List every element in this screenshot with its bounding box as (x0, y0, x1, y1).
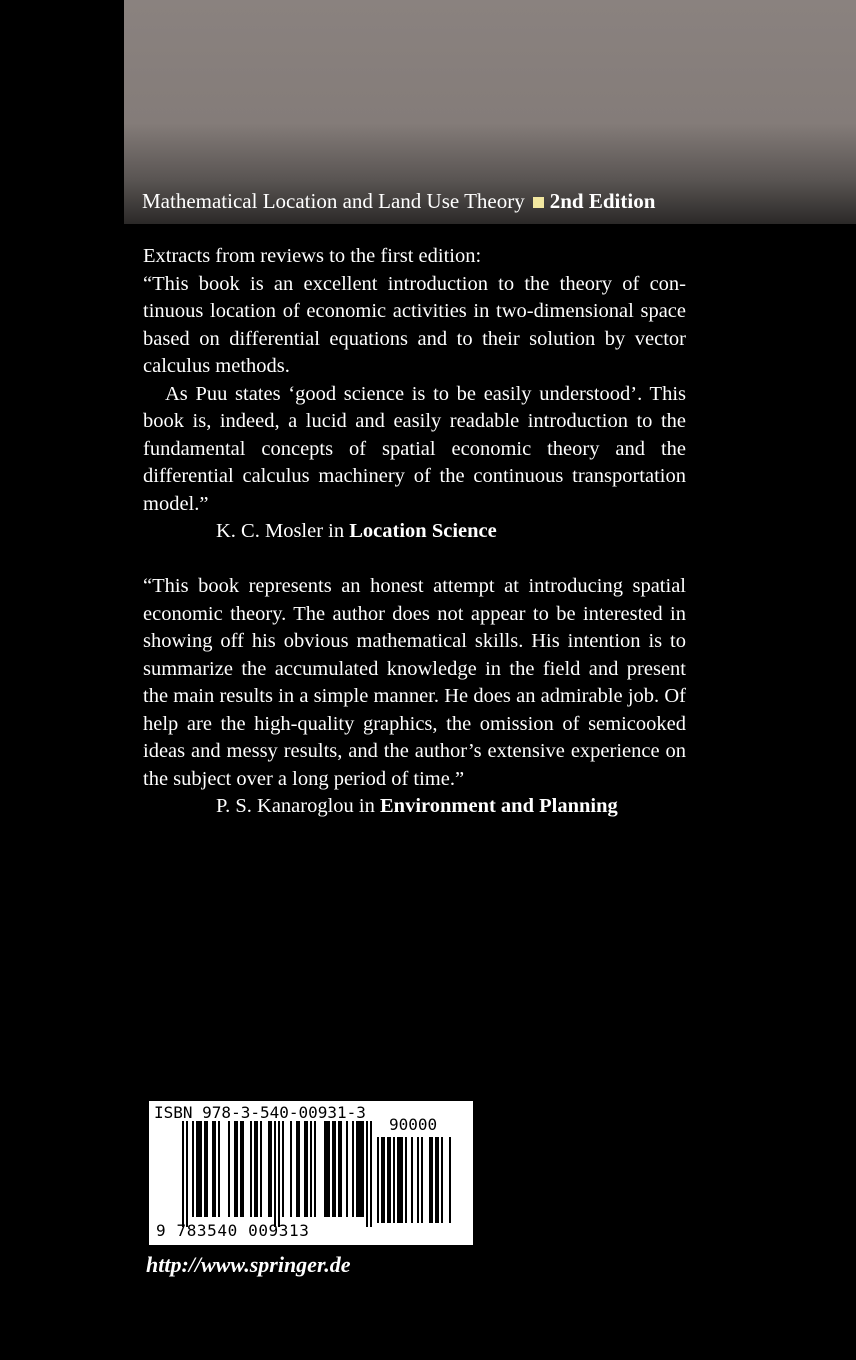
barcode-addon-bar (381, 1137, 385, 1223)
review-gap (143, 546, 686, 574)
review2-attribution (143, 793, 686, 821)
barcode-bar (234, 1121, 238, 1217)
barcode-addon-bar (387, 1137, 391, 1223)
barcode-bar (290, 1121, 292, 1217)
review1-paragraph1: “This book is an excellent introduction to the theory of continuous location of economic activities in two-dimensional space based on differential equations and to their solution by vector calculus methods. (143, 272, 686, 377)
ean-digits: 9 783540 009313 (156, 1221, 310, 1240)
barcode-bar (366, 1121, 368, 1227)
barcode-bar (182, 1121, 184, 1227)
review1-attribution (143, 518, 686, 546)
series-title: Mathematical Location and Land Use Theory (142, 189, 525, 213)
barcode-addon-bar (435, 1137, 439, 1223)
isbn-label: ISBN 978-3-540-00931-3 (154, 1103, 366, 1122)
review1-author: K. C. Mosler in (216, 520, 345, 542)
barcode-bar (250, 1121, 252, 1217)
barcode-bar (260, 1121, 262, 1217)
barcode-bar (338, 1121, 342, 1217)
barcode-bar (278, 1121, 280, 1227)
square-bullet-icon (533, 197, 544, 208)
barcode-bar (296, 1121, 300, 1217)
barcode-addon-bar (411, 1137, 413, 1223)
barcode-bar (324, 1121, 330, 1217)
series-line (142, 186, 702, 216)
price-code: 90000 (389, 1115, 438, 1134)
barcode-bar (254, 1121, 258, 1217)
barcode-addon-bar (429, 1137, 433, 1223)
barcode-addon-bar (397, 1137, 403, 1223)
isbn-barcode (149, 1101, 473, 1245)
barcode-bar (204, 1121, 208, 1217)
barcode-bar (240, 1121, 244, 1217)
barcode-bar (212, 1121, 216, 1217)
barcode-addon-bar (393, 1137, 395, 1223)
barcode-bar (192, 1121, 194, 1217)
barcode-bar (352, 1121, 354, 1217)
barcode-bar (268, 1121, 272, 1217)
barcode-addon-bar (377, 1137, 379, 1223)
barcode-addon-bar (441, 1137, 443, 1223)
review2-author: P. S. Kanaroglou in (216, 795, 375, 817)
barcode-addon-bar (449, 1137, 451, 1223)
review2-source: Environment and Planning (380, 795, 618, 817)
review1-source: Location Science (349, 520, 497, 542)
barcode-bar (186, 1121, 188, 1227)
series-edition: 2nd Edition (549, 189, 656, 213)
barcode-bar (218, 1121, 220, 1217)
barcode-bar (304, 1121, 308, 1217)
barcode-bar (196, 1121, 202, 1217)
publisher-url: http://www.springer.de (146, 1252, 351, 1277)
review2-paragraph1: “This book represents an honest attempt at introducing spatial economic theory. The author does not appear to be interested in showing off his obvious mathematical skills. His intention is to summarize the accumulated knowledge in the field and present the main results in a simple manner. He does an admirable job. Of help are the high-quality graphics, the omission of semicooked ideas and messy results, and the author’s extensive experience on the subject over a long period of time.” (143, 575, 686, 790)
barcode-bar (274, 1121, 276, 1227)
barcode-bar (314, 1121, 316, 1217)
barcode-addon-bar (417, 1137, 419, 1223)
barcode-bar (228, 1121, 230, 1217)
barcode-bar (332, 1121, 336, 1217)
barcode-addon-bar (405, 1137, 407, 1223)
barcode-bar (282, 1121, 284, 1217)
barcode-addon-bar (421, 1137, 423, 1223)
barcode-bar (370, 1121, 372, 1227)
barcode-bar (356, 1121, 364, 1217)
review1-paragraph2: As Puu states ‘good science is to be easily understood’. This book is, indeed, a lucid and easily readable introduction to the fundamental concepts of spatial economic theory and the differential calculus machinery of the continuous transportation model.” (143, 382, 686, 515)
reviews-block (143, 243, 686, 821)
barcode-bar (346, 1121, 348, 1217)
reviews-heading: Extracts from reviews to the first edition: (143, 245, 482, 267)
barcode-bar (310, 1121, 312, 1217)
review1-paragraph2-wrapper (143, 381, 686, 519)
